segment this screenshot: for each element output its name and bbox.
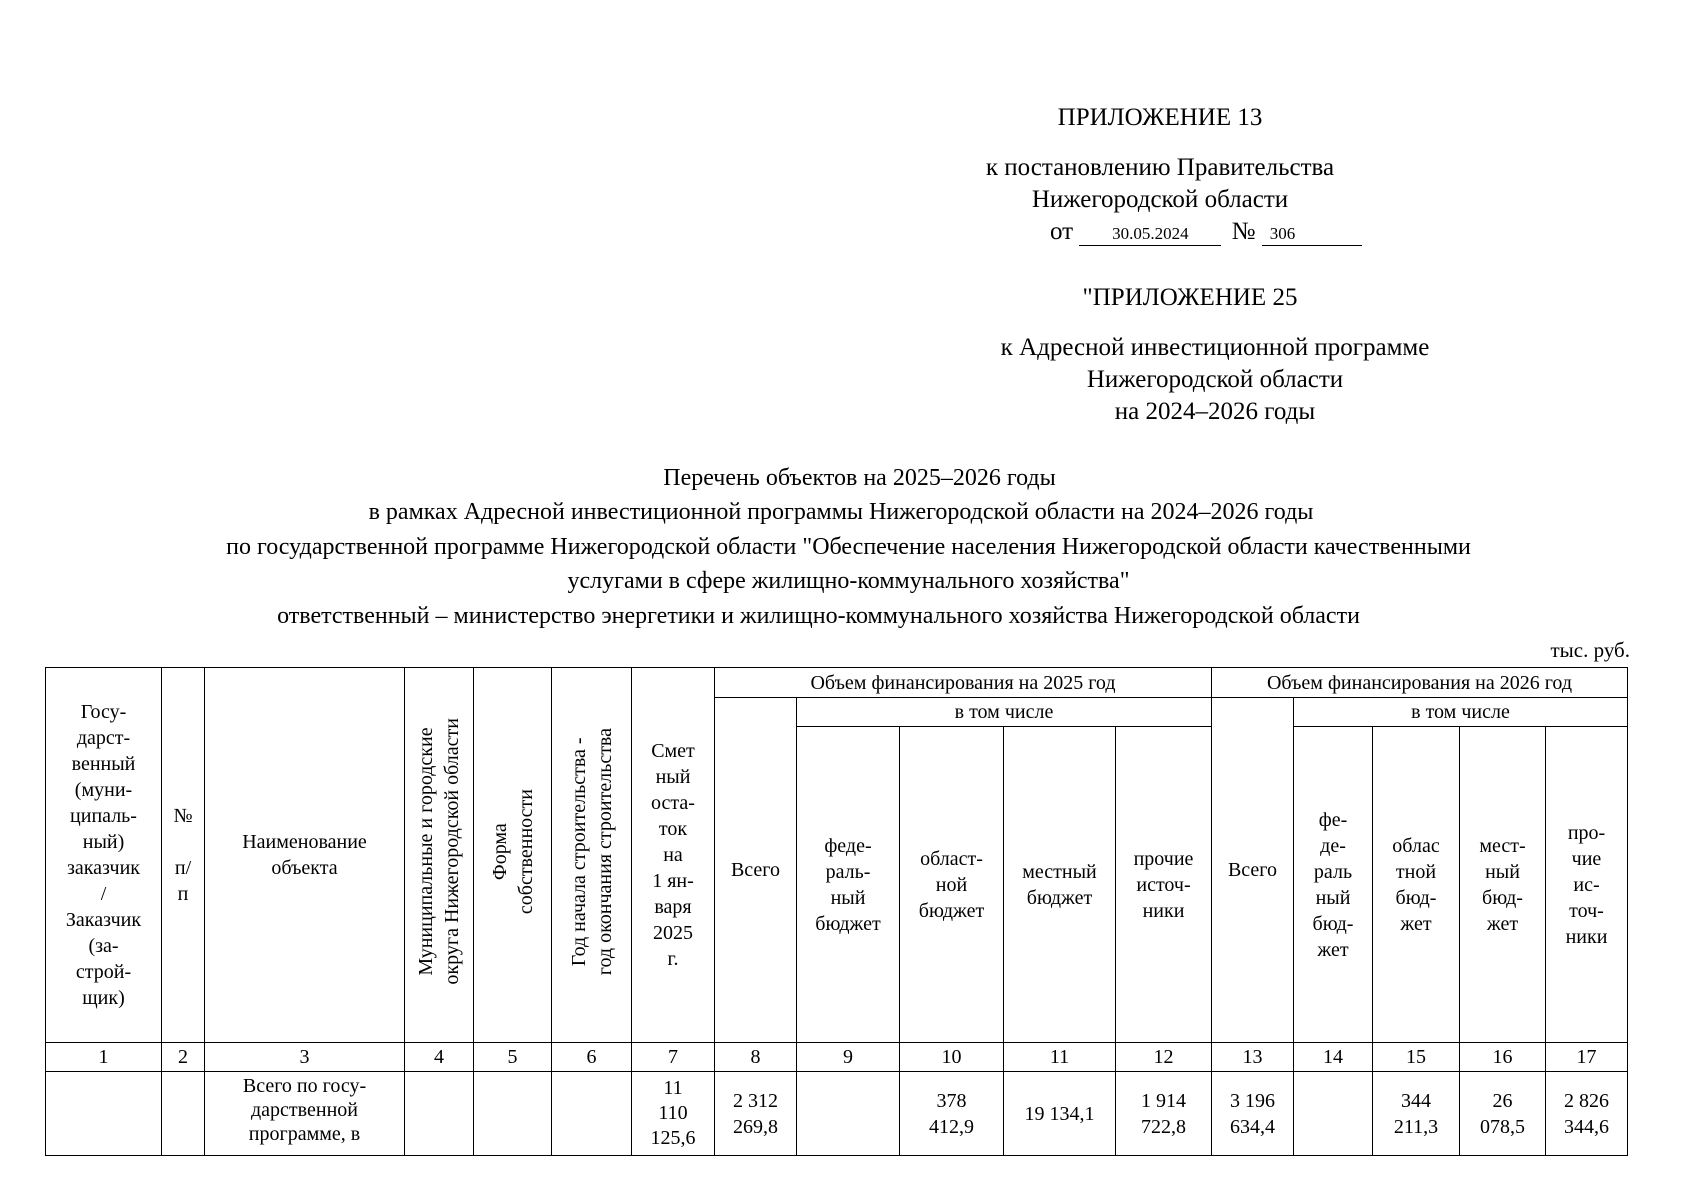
column-number: 6 xyxy=(552,1043,632,1072)
cell-num xyxy=(162,1072,205,1156)
header-total-2026: Всего xyxy=(1212,698,1294,1043)
resolution-date: 30.05.2024 xyxy=(1079,223,1221,246)
column-number: 7 xyxy=(632,1043,715,1072)
cell-regional-2026: 344 211,3 xyxy=(1373,1072,1460,1156)
doc-title-line-5: ответственный – министерство энергетики и жилищно-коммунального хозяйства Нижегородской области xyxy=(277,603,1360,629)
column-number: 10 xyxy=(900,1043,1004,1072)
cell-local-2025: 19 134,1 xyxy=(1004,1072,1116,1156)
header-other-2025: прочие источ- ники xyxy=(1116,727,1212,1043)
column-number: 5 xyxy=(474,1043,552,1072)
program-appendix-line-1: к Адресной инвестиционной программе xyxy=(1000,334,1430,361)
cell-other-2025: 1 914 722,8 xyxy=(1116,1072,1212,1156)
cell-customer xyxy=(46,1072,162,1156)
header-ownership: Форма собственности xyxy=(474,668,552,1043)
cell-total-2026: 3 196 634,4 xyxy=(1212,1072,1294,1156)
doc-title-line-1: Перечень объектов на 2025–2026 годы xyxy=(663,465,1056,491)
header-num: № п/ п xyxy=(162,668,205,1043)
column-number: 16 xyxy=(1460,1043,1546,1072)
header-fin-2026: Объем финансирования на 2026 год xyxy=(1212,668,1628,698)
column-number: 3 xyxy=(205,1043,405,1072)
cell-years xyxy=(552,1072,632,1156)
cell-regional-2025: 378 412,9 xyxy=(900,1072,1004,1156)
column-number: 14 xyxy=(1294,1043,1373,1072)
resolution-to-line-1: к постановлению Правительства xyxy=(985,154,1335,181)
header-name: Наименование объекта xyxy=(205,668,405,1043)
header-estimate: Смет ный оста- ток на 1 ян- варя 2025 г. xyxy=(632,668,715,1043)
header-including-2026: в том числе xyxy=(1294,698,1628,727)
resolution-number-line xyxy=(1050,216,1420,248)
cell-ownership xyxy=(474,1072,552,1156)
program-appendix-title: "ПРИЛОЖЕНИЕ 25 xyxy=(1082,284,1298,311)
cell-municipal xyxy=(405,1072,474,1156)
cell-other-2026: 2 826 344,6 xyxy=(1546,1072,1628,1156)
header-regional-2026: облас тной бюд- жет xyxy=(1373,727,1460,1043)
header-other-2026: про- чие ис- точ- ники xyxy=(1546,727,1628,1043)
header-federal-2025: феде- раль- ный бюджет xyxy=(797,727,900,1043)
resolution-appendix-title: ПРИЛОЖЕНИЕ 13 xyxy=(1057,104,1263,131)
header-customer: Госу- дарст- венный (муни- ципаль- ный) заказчик / Заказчик (за- строй- щик) xyxy=(46,668,162,1043)
column-number: 2 xyxy=(162,1043,205,1072)
doc-title-line-4: услугами в сфере жилищно-коммунального хозяйства" xyxy=(567,568,1130,594)
header-federal-2026: фе- де- раль ный бюд- жет xyxy=(1294,727,1373,1043)
header-local-2025: местный бюджет xyxy=(1004,727,1116,1043)
column-number: 17 xyxy=(1546,1043,1628,1072)
units-label: тыс. руб. xyxy=(1550,638,1630,662)
table-row xyxy=(46,1072,1628,1156)
doc-title-line-2: в рамках Адресной инвестиционной программы Нижегородской области на 2024–2026 годы xyxy=(368,499,1314,525)
column-number: 12 xyxy=(1116,1043,1212,1072)
header-total-2025: Всего xyxy=(715,698,797,1043)
header-local-2026: мест- ный бюд- жет xyxy=(1460,727,1546,1043)
cell-local-2026: 26 078,5 xyxy=(1460,1072,1546,1156)
column-number: 8 xyxy=(715,1043,797,1072)
program-appendix-line-3: на 2024–2026 годы xyxy=(1114,398,1316,425)
column-number: 13 xyxy=(1212,1043,1294,1072)
resolution-number: 306 xyxy=(1262,223,1362,246)
column-number: 11 xyxy=(1004,1043,1116,1072)
from-label: от xyxy=(1050,218,1074,245)
column-number: 4 xyxy=(405,1043,474,1072)
header-fin-2025: Объем финансирования на 2025 год xyxy=(715,668,1212,698)
objects-table xyxy=(45,667,1628,1156)
column-number: 9 xyxy=(797,1043,900,1072)
cell-federal-2025 xyxy=(797,1072,900,1156)
cell-total-2025: 2 312 269,8 xyxy=(715,1072,797,1156)
header-including-2025: в том числе xyxy=(797,698,1212,727)
column-number-row xyxy=(46,1043,1628,1072)
header-years: Год начала строительства - год окончания строительства xyxy=(552,668,632,1043)
cell-federal-2026 xyxy=(1294,1072,1373,1156)
cell-estimate: 11 110 125,6 xyxy=(632,1072,715,1156)
column-number: 1 xyxy=(46,1043,162,1072)
doc-title-line-3: по государственной программе Нижегородской области "Обеспечение населения Нижегородской области качественными xyxy=(226,534,1471,560)
program-appendix-line-2: Нижегородской области xyxy=(1086,366,1344,393)
number-sign: № xyxy=(1231,218,1256,245)
resolution-to-line-2: Нижегородской области xyxy=(1031,186,1289,213)
cell-name: Всего по госу- дарственной программе, в xyxy=(205,1072,405,1156)
header-municipal: Муниципальные и городские округа Нижегородской области xyxy=(405,668,474,1043)
header-regional-2025: област- ной бюджет xyxy=(900,727,1004,1043)
column-number: 15 xyxy=(1373,1043,1460,1072)
